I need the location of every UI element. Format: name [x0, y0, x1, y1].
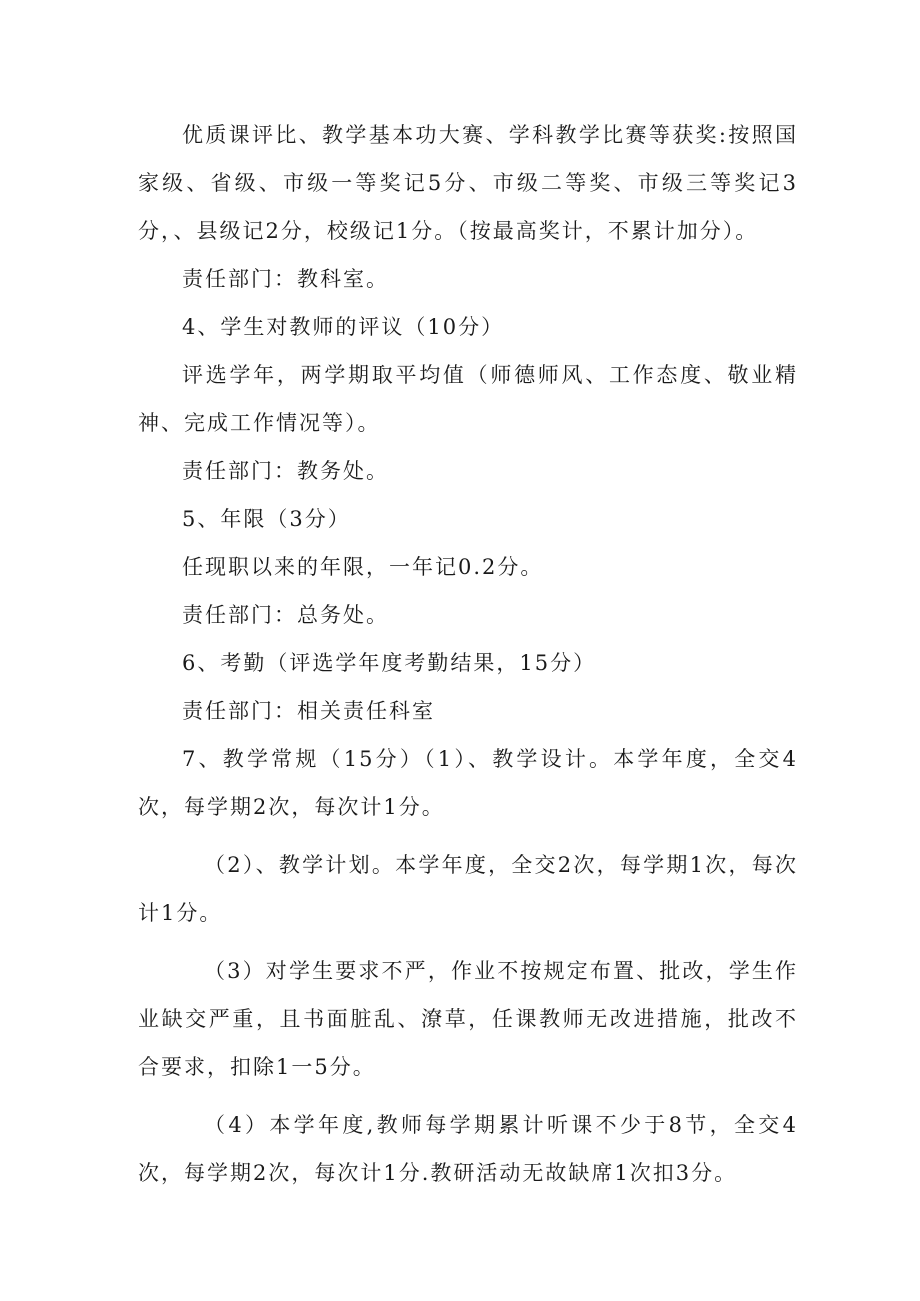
- paragraph-item-2: （2）、教学计划。本学年度，全交2次，每学期1次，每次计1分。: [138, 853, 798, 925]
- paragraph-responsible-dept-1: 责任部门：教科室。: [182, 267, 389, 291]
- paragraph-responsible-dept-2: 责任部门：教务处。: [182, 459, 389, 483]
- paragraph-award-scoring: 优质课评比、教学基本功大赛、学科教学比赛等获奖:按照国家级、省级、市级一等奖记5分、市级二等奖、市级三等奖记3分，、县级记2分，校级记1分。（按最高奖计，不累计加分）。: [138, 123, 798, 243]
- document-body: [138, 111, 798, 1197]
- section-heading-4: 4、学生对教师的评议（10分）: [182, 315, 505, 339]
- paragraph-responsible-dept-3: 责任部门：总务处。: [182, 603, 389, 627]
- paragraph-student-evaluation: 评选学年，两学期取平均值（师德师风、工作态度、敬业精神、完成工作情况等）。: [138, 363, 798, 435]
- section-heading-5: 5、年限（3分）: [182, 507, 351, 531]
- paragraph-tenure: 任现职以来的年限，一年记0.2分。: [182, 555, 544, 579]
- paragraph-responsible-dept-4: 责任部门：相关责任科室: [182, 699, 435, 723]
- section-heading-6: 6、考勤（评选学年度考勤结果，15分）: [182, 651, 597, 675]
- paragraph-item-4: （4）本学年度,教师每学期累计听课不少于8节，全交4次，每学期2次，每次计1分.教研活动无故缺席1次扣3分。: [138, 1113, 798, 1185]
- section-heading-7: 7、教学常规（15分）（1）、教学设计。本学年度，全交4次，每学期2次，每次计1分。: [138, 747, 798, 819]
- paragraph-item-3: （3）对学生要求不严，作业不按规定布置、批改，学生作业缺交严重，且书面脏乱、潦草，任课教师无改进措施，批改不合要求，扣除1一5分。: [138, 959, 798, 1079]
